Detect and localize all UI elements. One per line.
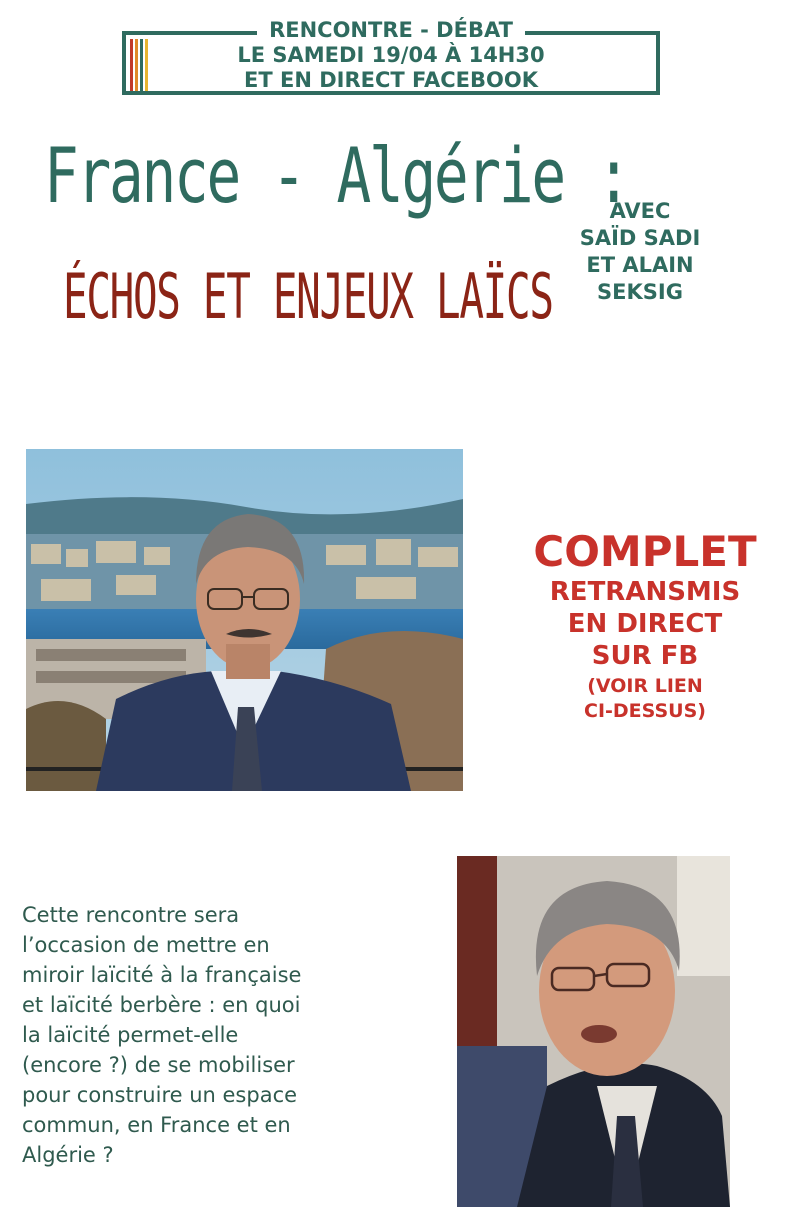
status-block — [500, 528, 790, 724]
speaker-photo-1 — [26, 449, 463, 791]
status-note-2: CI-DESSUS) — [584, 700, 706, 722]
event-date: LE SAMEDI 19/04 À 14H30 — [237, 43, 545, 67]
page-subtitle: ÉCHOS ET ENJEUX LAÏCS — [63, 260, 553, 333]
speakers-line-2: SAÏD SADI — [579, 226, 701, 250]
description-line: la laïcité permet-elle — [22, 1023, 239, 1047]
description-line: (encore ?) de se mobiliser — [22, 1053, 295, 1077]
status-line-3: SUR FB — [591, 641, 699, 671]
description-line: et laïcité berbère : en quoi — [22, 993, 301, 1017]
event-type: RENCONTRE - DÉBAT — [257, 18, 525, 42]
description-line: l’occasion de mettre en — [22, 933, 270, 957]
speakers-line-1: AVEC — [609, 199, 671, 223]
description-line: Algérie ? — [22, 1143, 114, 1167]
description-line: Cette rencontre sera — [22, 903, 240, 927]
description-line: commun, en France et en — [22, 1113, 291, 1137]
status-line-2: EN DIRECT — [567, 609, 723, 639]
speakers-line-4: SEKSIG — [597, 280, 683, 304]
event-stream: ET EN DIRECT FACEBOOK — [244, 68, 538, 92]
status-line-1: RETRANSMIS — [549, 577, 741, 607]
page-title: France - Algérie : — [44, 131, 629, 220]
speaker-photo-2 — [457, 856, 730, 1207]
description-line: miroir laïcité à la française — [22, 963, 302, 987]
description-line: pour construire un espace — [22, 1083, 298, 1107]
event-description — [22, 900, 372, 1170]
event-header-text — [122, 18, 660, 93]
status-note-1: (VOIR LIEN — [587, 675, 703, 697]
speakers-line-3: ET ALAIN — [586, 253, 694, 277]
status-headline: COMPLET — [533, 527, 757, 576]
speakers-block — [540, 198, 740, 306]
